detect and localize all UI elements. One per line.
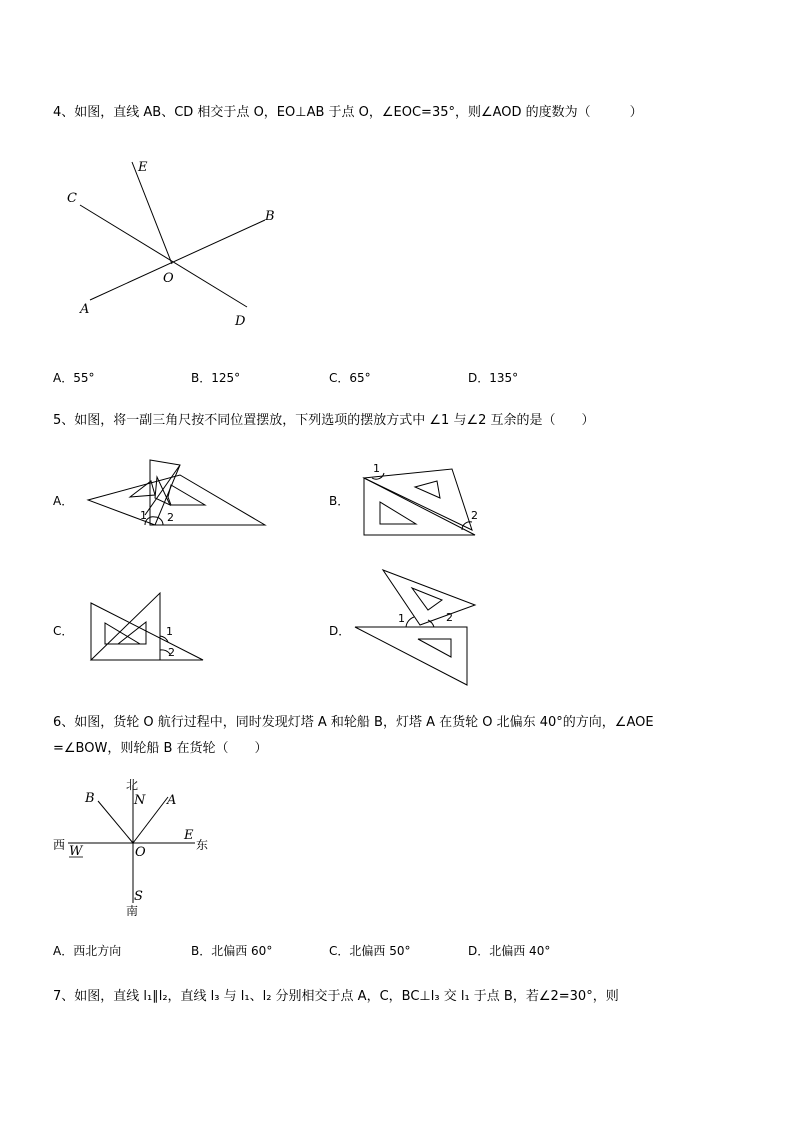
label-south: 南 xyxy=(126,904,139,918)
q5-option-c-label[interactable]: C． xyxy=(53,624,74,638)
q4-option-c[interactable]: C．65° xyxy=(329,371,371,385)
q5-figure-d xyxy=(350,565,500,690)
label-a: A xyxy=(167,793,177,808)
q6-option-d[interactable]: D．北偏西 40° xyxy=(468,944,551,958)
q4-option-a[interactable]: A．55° xyxy=(53,371,95,385)
q5-figure-c xyxy=(88,588,228,668)
question-6-stem-line-2: =∠BOW，则轮船 B 在货轮（ ） xyxy=(53,741,268,756)
label-east: 东 xyxy=(196,838,209,852)
q5c-angle-1: 1 xyxy=(166,625,173,638)
q6-compass-figure xyxy=(50,775,220,920)
label-n: N xyxy=(134,793,146,808)
label-b: B xyxy=(85,791,95,806)
label-c: C xyxy=(67,191,77,206)
label-d: D xyxy=(235,314,246,329)
label-e: E xyxy=(138,160,148,175)
label-e: E xyxy=(184,828,194,843)
question-6-stem-line-1: 6、如图，货轮 O 航行过程中，同时发现灯塔 A 和轮船 B，灯塔 A 在货轮 O 北偏东 40°的方向，∠AOE xyxy=(53,715,654,730)
q5-figure-a xyxy=(85,455,285,545)
q5d-angle-2: 2 xyxy=(446,611,453,624)
line-cd xyxy=(80,205,247,307)
question-5-stem: 5、如图，将一副三角尺按不同位置摆放，下列选项的摆放方式中 ∠1 与∠2 互余的是（ ） xyxy=(53,413,595,428)
label-o: O xyxy=(163,271,174,286)
question-4-stem: 4、如图，直线 AB、CD 相交于点 O，EO⊥AB 于点 O，∠EOC=35°，则∠AOD 的度数为（ ） xyxy=(53,105,643,120)
q4-option-d[interactable]: D．135° xyxy=(468,371,519,385)
q6-option-a[interactable]: A．西北方向 xyxy=(53,944,122,958)
q5-option-a-label[interactable]: A． xyxy=(53,494,74,508)
label-o: O xyxy=(135,845,146,860)
q5d-angle-1: 1 xyxy=(398,612,405,625)
label-a: A xyxy=(80,302,90,317)
label-north: 北 xyxy=(126,778,139,792)
q5b-angle-1: 1 xyxy=(373,462,380,475)
q4-option-b[interactable]: B．125° xyxy=(191,371,241,385)
line-ab xyxy=(90,220,265,300)
label-west: 西 xyxy=(53,838,66,852)
q5-option-d-label[interactable]: D． xyxy=(329,624,351,638)
q5a-angle-1: 1 xyxy=(140,509,147,522)
label-b: B xyxy=(265,209,275,224)
label-s: S xyxy=(134,889,143,904)
q5-figure-b xyxy=(360,458,500,548)
q5a-angle-2: 2 xyxy=(167,511,174,524)
q5c-angle-2: 2 xyxy=(168,646,175,659)
question-7-stem: 7、如图，直线 l₁∥l₂，直线 l₃ 与 l₁、l₂ 分别相交于点 A，C，BC⊥l₃ 交 l₁ 于点 B，若∠2=30°，则 xyxy=(53,989,619,1004)
q6-option-b[interactable]: B．北偏西 60° xyxy=(191,944,273,958)
q4-figure xyxy=(60,150,360,330)
q5-option-b-label[interactable]: B． xyxy=(329,494,350,508)
label-w: W xyxy=(69,844,83,859)
q6-option-c[interactable]: C．北偏西 50° xyxy=(329,944,411,958)
q5b-angle-2: 2 xyxy=(471,509,478,522)
ray-ob xyxy=(98,801,133,843)
